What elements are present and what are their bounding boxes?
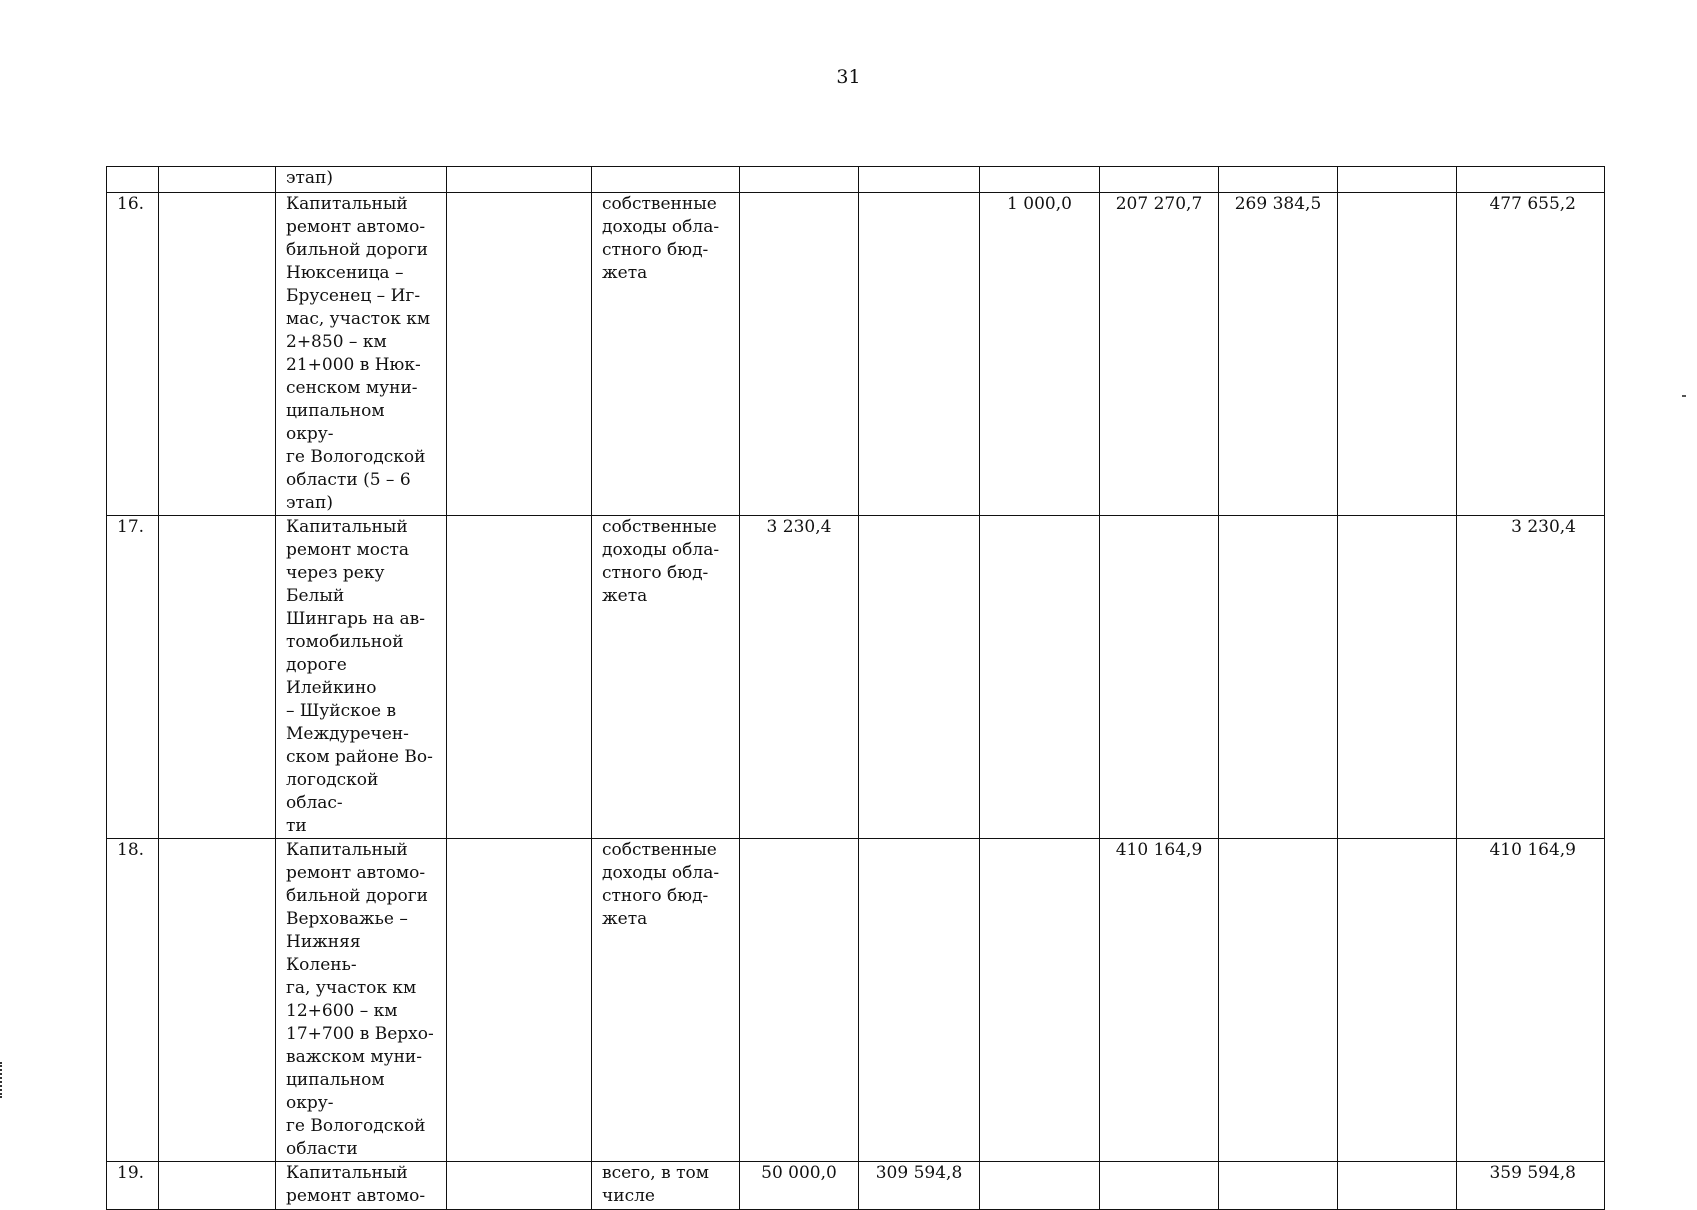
cell-num: 18. <box>107 839 159 1162</box>
cell-value <box>980 1162 1100 1210</box>
cell-value: 269 384,5 <box>1219 193 1338 516</box>
cell-value <box>980 167 1100 193</box>
cell-source: собственные доходы обла- стного бюд- жета <box>592 193 740 516</box>
cell-merged-column <box>447 839 592 1162</box>
table-row <box>107 516 1605 839</box>
cell-value: 1 000,0 <box>980 193 1100 516</box>
cell-code <box>159 839 276 1162</box>
cell-value <box>740 193 859 516</box>
scan-dot <box>1682 395 1686 397</box>
cell-code <box>159 167 276 193</box>
cell-value <box>859 839 980 1162</box>
cell-value-total <box>1457 167 1605 193</box>
cell-merged-column <box>447 1162 592 1210</box>
cell-value <box>1219 167 1338 193</box>
cell-value: 3 230,4 <box>740 516 859 839</box>
cell-source: собственные доходы обла- стного бюд- жета <box>592 839 740 1162</box>
cell-value <box>740 839 859 1162</box>
cell-value-total: 477 655,2 <box>1457 193 1605 516</box>
cell-value <box>1100 167 1219 193</box>
cell-value: 50 000,0 <box>740 1162 859 1210</box>
table-row <box>107 839 1605 1162</box>
cell-merged-column <box>447 193 592 516</box>
cell-value-total: 359 594,8 <box>1457 1162 1605 1210</box>
cell-num: 16. <box>107 193 159 516</box>
cell-code <box>159 516 276 839</box>
cell-value: 410 164,9 <box>1100 839 1219 1162</box>
cell-value <box>980 516 1100 839</box>
cell-value <box>859 516 980 839</box>
table-row-continuation <box>107 167 1605 193</box>
cell-value <box>1338 839 1457 1162</box>
cell-value: 309 594,8 <box>859 1162 980 1210</box>
cell-source: всего, в том числе <box>592 1162 740 1210</box>
cell-value-total: 410 164,9 <box>1457 839 1605 1162</box>
page-number: 31 <box>836 66 861 88</box>
cell-code <box>159 193 276 516</box>
cell-value <box>859 167 980 193</box>
cell-value-total: 3 230,4 <box>1457 516 1605 839</box>
cell-value <box>1219 516 1338 839</box>
cell-value <box>1338 167 1457 193</box>
cell-value <box>1100 1162 1219 1210</box>
cell-num <box>107 167 159 193</box>
cell-value <box>1100 516 1219 839</box>
cell-value <box>1219 1162 1338 1210</box>
cell-value <box>740 167 859 193</box>
cell-value <box>1338 1162 1457 1210</box>
budget-table <box>106 166 1605 1210</box>
cell-num: 17. <box>107 516 159 839</box>
cell-object-name: Капитальный ремонт моста через реку Белый Шингарь на ав- томобильной дороге Илейкино – Шуйское в Междуречен- ском районе Во- логодской облас- ти <box>276 516 447 839</box>
cell-source: собственные доходы обла- стного бюд- жета <box>592 516 740 839</box>
cell-num: 19. <box>107 1162 159 1210</box>
cell-value <box>1338 516 1457 839</box>
scan-edge-mark <box>0 1062 6 1098</box>
cell-source <box>592 167 740 193</box>
cell-object-name: этап) <box>276 167 447 193</box>
cell-merged-column <box>447 167 592 193</box>
cell-merged-column <box>447 516 592 839</box>
cell-value <box>859 193 980 516</box>
cell-object-name: Капитальный ремонт автомо- бильной дороги Нюксеница – Брусенец – Иг- мас, участок км 2+850 – км 21+000 в Нюк- сенском муни- ципальном окру- ге Вологодской области (5 – 6 этап) <box>276 193 447 516</box>
cell-object-name: Капитальный ремонт автомо- бильной дороги Верховажье – Нижняя Колень- га, участок км 12+600 – км 17+700 в Верхо- важском муни- ципальном окру- ге Вологодской области <box>276 839 447 1162</box>
cell-value <box>1219 839 1338 1162</box>
cell-value <box>1338 193 1457 516</box>
cell-object-name: Капитальный ремонт автомо- <box>276 1162 447 1210</box>
cell-value <box>980 839 1100 1162</box>
table-row <box>107 1162 1605 1210</box>
cell-code <box>159 1162 276 1210</box>
cell-value: 207 270,7 <box>1100 193 1219 516</box>
table-row <box>107 193 1605 516</box>
